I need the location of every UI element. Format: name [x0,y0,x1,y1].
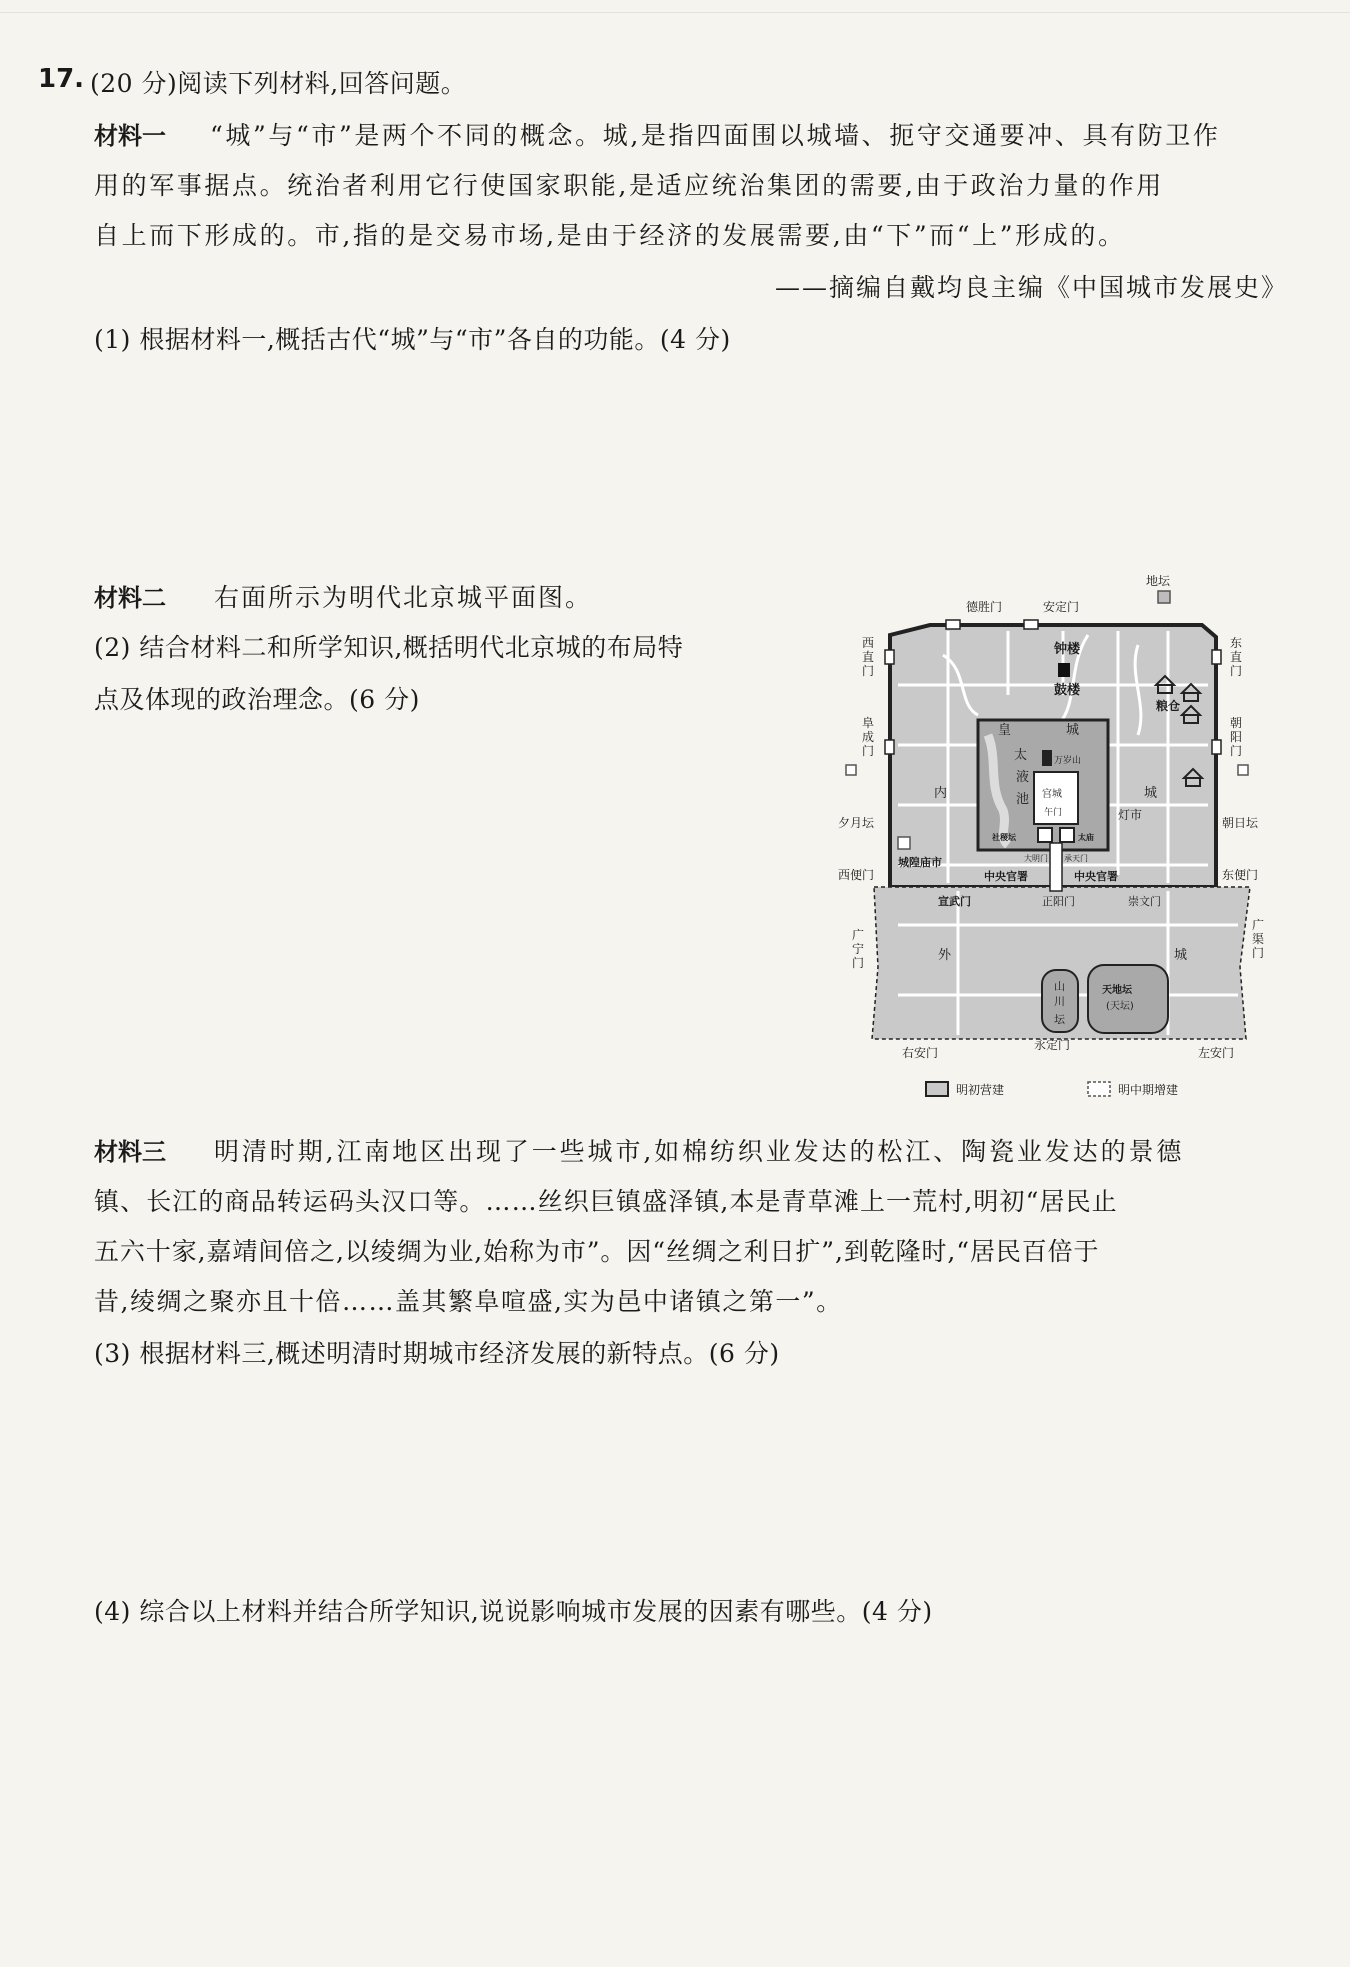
question-4: (4) 综合以上材料并结合所学知识,说说影响城市发展的因素有哪些。(4 分) [94,1597,933,1626]
label-fuchengmen-2: 成 [862,730,875,744]
yueyue-altar-mark [846,765,856,775]
label-imperial-cheng: 城 [1066,723,1080,738]
tiantan-altar [1088,965,1168,1033]
label-dongzhimen-2: 直 [1230,650,1243,664]
legend-mid-swatch [1088,1082,1110,1096]
label-chaoyangmen-2: 阳 [1230,730,1243,744]
fuchengmen-mark [885,740,894,754]
material-3-line-3: 五六十家,嘉靖间倍之,以绫绸为业,始称为市”。因“丝绸之利日扩”,到乾隆时,“居民百倍于 [94,1237,1100,1266]
label-guanganmen-3: 门 [852,956,865,970]
question-1: (1) 根据材料一,概括古代“城”与“市”各自的功能。(4 分) [94,325,731,354]
label-taiyechi-1: 太 [1014,748,1028,763]
material-3-line-1: 明清时期,江南地区出现了一些城市,如棉纺织业发达的松江、陶瓷业发达的景德 [214,1137,1185,1166]
label-shanchuantan-1: 山 [1054,980,1065,993]
ditan-mark [1158,591,1170,603]
label-chongwenmen: 崇文门 [1128,895,1161,908]
label-damingmen: 大明门 [1024,854,1048,863]
central-axis-corridor [1050,843,1062,891]
legend-mid-label: 明中期增建 [1118,1083,1179,1097]
question-header: (20 分)阅读下列材料,回答问题。 [90,69,467,98]
label-nei: 内 [934,786,948,801]
label-deshengmen: 德胜门 [966,600,1003,614]
ritan-mark [1238,765,1248,775]
legend-early-swatch [926,1082,948,1096]
label-liangcang: 粮仓 [1156,699,1181,713]
material-3-line-2: 镇、长江的商品转运码头汉口等。……丝织巨镇盛泽镇,本是青草滩上一荒村,明初“居民止 [94,1187,1118,1216]
andingmen-mark [1024,620,1038,629]
label-xizhimen-1: 西 [862,636,875,650]
label-wansuishan: 万岁山 [1054,756,1082,766]
label-dengshi: 灯市 [1118,808,1143,822]
label-outer-cheng: 城 [1174,948,1188,963]
label-tiantan-note: (天坛) [1106,1001,1134,1012]
chenghuang-temple-mark [898,837,910,849]
label-central-office-left: 中央官署 [984,870,1028,883]
label-fuchengmen-3: 门 [862,744,875,758]
label-taiyechi-2: 液 [1016,770,1030,785]
label-shanchuantan-3: 坛 [1054,1013,1065,1026]
wansui-hill-mark [1042,750,1052,766]
beijing-city-map [838,575,1266,1110]
label-fuchengmen-1: 阜 [862,716,875,730]
label-guangqumen-3: 门 [1252,946,1265,960]
label-taiyechi-3: 池 [1016,792,1030,807]
question-2-line-2: 点及体现的政治理念。(6 分) [94,685,420,714]
label-inner-cheng: 城 [1144,786,1158,801]
material-2-label: 材料二 [94,584,166,612]
material-2-text: 右面所示为明代北京城平面图。 [214,583,593,612]
deshengmen-mark [946,620,960,629]
question-3: (3) 根据材料三,概述明清时期城市经济发展的新特点。(6 分) [94,1339,780,1368]
material-1-line-1: “城”与“市”是两个不同的概念。城,是指四面围以城墙、扼守交通要冲、具有防卫作 [210,121,1221,150]
label-guangqumen-2: 渠 [1252,932,1265,946]
material-3-line-4: 昔,绫绸之聚亦且十倍……盖其繁阜喧盛,实为邑中诸镇之第一”。 [94,1287,843,1316]
material-1-line-2: 用的军事据点。统治者利用它行使国家职能,是适应统治集团的需要,由于政治力量的作用 [94,171,1164,200]
material-1-source: ——摘编自戴均良主编《中国城市发展史》 [774,273,1288,302]
label-zhengyangmen: 正阳门 [1042,895,1075,908]
label-shanchuantan-2: 川 [1054,995,1065,1008]
question-number: 17. [38,64,85,94]
label-guangqumen-1: 广 [1252,918,1265,932]
label-zhonglou: 钟楼 [1054,642,1081,657]
label-yongdingmen: 永定门 [1034,1038,1071,1052]
label-ditan: 地坛 [1146,575,1171,588]
label-gulou: 鼓楼 [1054,683,1081,698]
label-shejitan: 社稷坛 [992,833,1016,842]
question-2-line-1: (2) 结合材料二和所学知识,概括明代北京城的布局特 [94,633,684,662]
label-xuanwumen: 宣武门 [938,895,971,908]
chaoyangmen-mark [1212,740,1221,754]
material-3-label: 材料三 [94,1138,166,1166]
sheji-altar-mark [1038,828,1052,842]
label-tiantan: 天地坛 [1102,985,1132,996]
label-yueyuetan: 夕月坛 [838,816,875,830]
scan-edge [0,12,1350,13]
bell-tower-mark [1058,663,1070,677]
material-1-line-3: 自上而下形成的。市,指的是交易市场,是由于经济的发展需要,由“下”而“上”形成的。 [94,221,1126,250]
label-dongzhimen-1: 东 [1230,636,1243,650]
label-xizhimen-2: 直 [862,650,875,664]
label-central-office-right: 中央官署 [1074,870,1118,883]
dongzhimen-mark [1212,650,1221,664]
label-huang: 皇 [998,723,1012,738]
label-guanganmen-2: 宁 [852,942,865,956]
label-wumen: 午门 [1044,808,1063,818]
label-wai: 外 [938,948,952,963]
material-1-label: 材料一 [94,122,166,150]
label-ritan: 朝日坛 [1222,816,1259,830]
xizhimen-mark [885,650,894,664]
label-chaoyangmen-3: 门 [1230,744,1243,758]
label-chaoyangmen-1: 朝 [1230,716,1243,730]
label-youanmen: 右安门 [902,1046,939,1060]
label-guanganmen-1: 广 [852,928,865,942]
label-dongbianmen: 东便门 [1222,868,1259,882]
label-gongcheng: 宫城 [1042,789,1062,800]
taimiao-mark [1060,828,1074,842]
label-taimiao: 太庙 [1078,833,1094,842]
legend-early-label: 明初营建 [956,1083,1005,1097]
label-zuoanmen: 左安门 [1198,1046,1235,1060]
label-xibianmen: 西便门 [838,868,875,882]
label-chenghuangmiao: 城隍庙市 [898,856,942,869]
label-andingmen: 安定门 [1043,600,1080,614]
label-xizhimen-3: 门 [862,664,875,678]
label-dongzhimen-3: 门 [1230,664,1243,678]
label-chengtianmen: 承天门 [1064,854,1088,863]
